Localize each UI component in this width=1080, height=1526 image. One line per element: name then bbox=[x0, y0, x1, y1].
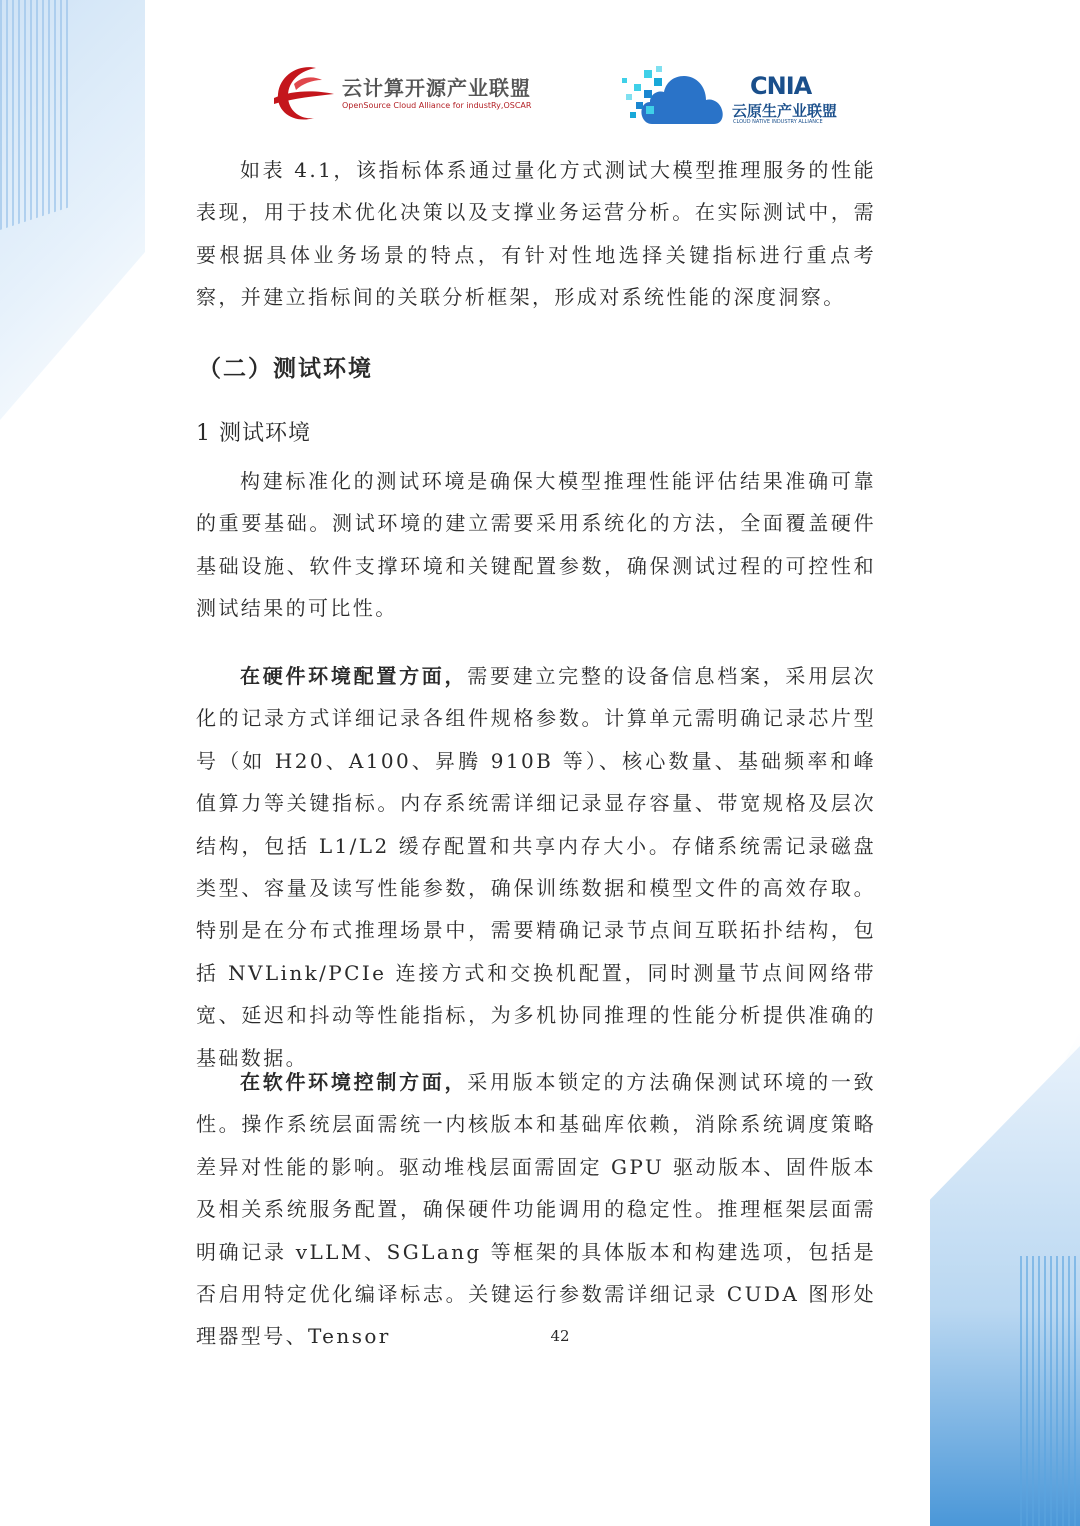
background-stripes-bottom-right bbox=[1020, 1256, 1080, 1526]
cnia-logo-name: 云原生产业联盟 bbox=[732, 102, 838, 120]
subsection-heading: 1 测试环境 bbox=[196, 421, 311, 446]
background-stripes-top-left bbox=[0, 0, 70, 230]
paragraph-software-control bbox=[196, 1061, 876, 1358]
oscar-logo bbox=[272, 64, 552, 124]
cnia-logo bbox=[622, 62, 852, 128]
oscar-logo-name: 云计算开源产业联盟 bbox=[342, 76, 531, 100]
section-heading: （二）测试环境 bbox=[198, 355, 373, 382]
paragraph-test-environment: 构建标准化的测试环境是确保大模型推理性能评估结果准确可靠的重要基础。测试环境的建立需要采用系统化的方法，全面覆盖硬件基础设施、软件支撑环境和关键配置参数，确保测试过程的可控性和测试结果的可比性。 bbox=[196, 469, 876, 621]
cnia-logo-subtitle: CLOUD NATIVE INDUSTRY ALLIANCE bbox=[733, 119, 823, 125]
oscar-logo-subtitle: OpenSource Cloud Alliance for industRy,OSCAR bbox=[342, 101, 532, 110]
paragraph-hardware-config bbox=[196, 655, 876, 1079]
cnia-logo-abbr: CNIA bbox=[750, 72, 812, 100]
oscar-logo-icon bbox=[272, 64, 334, 124]
paragraph-hardware-body: 需要建立完整的设备信息档案，采用层次化的记录方式详细记录各组件规格参数。计算单元需明确记录芯片型号（如 H20、A100、昇腾 910B 等）、核心数量、基础频率和峰值算力等关键指标。内存系统需详细记录显存容量、带宽规格及层次结构，包括 L1/L2 缓存配置和共享内存大小。存储系统需记录磁盘类型、容量及读写性能参数，确保训练数据和模型文件的高效存取。特别是在分布式推理场景中，需要精确记录节点间互联拓扑结构，包括 NVLink/PCIe 连接方式和交换机配置，同时测量节点间网络带宽、延迟和抖动等性能指标，为多机协同推理的性能分析提供准确的基础数据。 bbox=[196, 664, 877, 1070]
paragraph-software-body: 采用版本锁定的方法确保测试环境的一致性。操作系统层面需统一内核版本和基础库依赖，消除系统调度策略差异对性能的影响。驱动堆栈层面需固定 GPU 驱动版本、固件版本及相关系统服务配置，确保硬件功能调用的稳定性。推理框架层面需明确记录 vLLM、SGLang 等框架的具体版本和构建选项，包括是否启用特定优化编译标志。关键运行参数需详细记录 CUDA 图形处理器型号、Tensor bbox=[196, 1070, 877, 1349]
paragraph-software-lead: 在软件环境控制方面， bbox=[240, 1070, 468, 1094]
paragraph-table-intro: 如表 4.1，该指标体系通过量化方式测试大模型推理服务的性能表现，用于技术优化决策以及支撑业务运营分析。在实际测试中，需要根据具体业务场景的特点，有针对性地选择关键指标进行重点考察，并建立指标间的关联分析框架，形成对系统性能的深度洞察。 bbox=[196, 158, 876, 310]
paragraph-hardware-lead: 在硬件环境配置方面， bbox=[240, 664, 468, 688]
cnia-cloud-icon bbox=[622, 62, 724, 128]
page-number: 42 bbox=[550, 1327, 570, 1345]
